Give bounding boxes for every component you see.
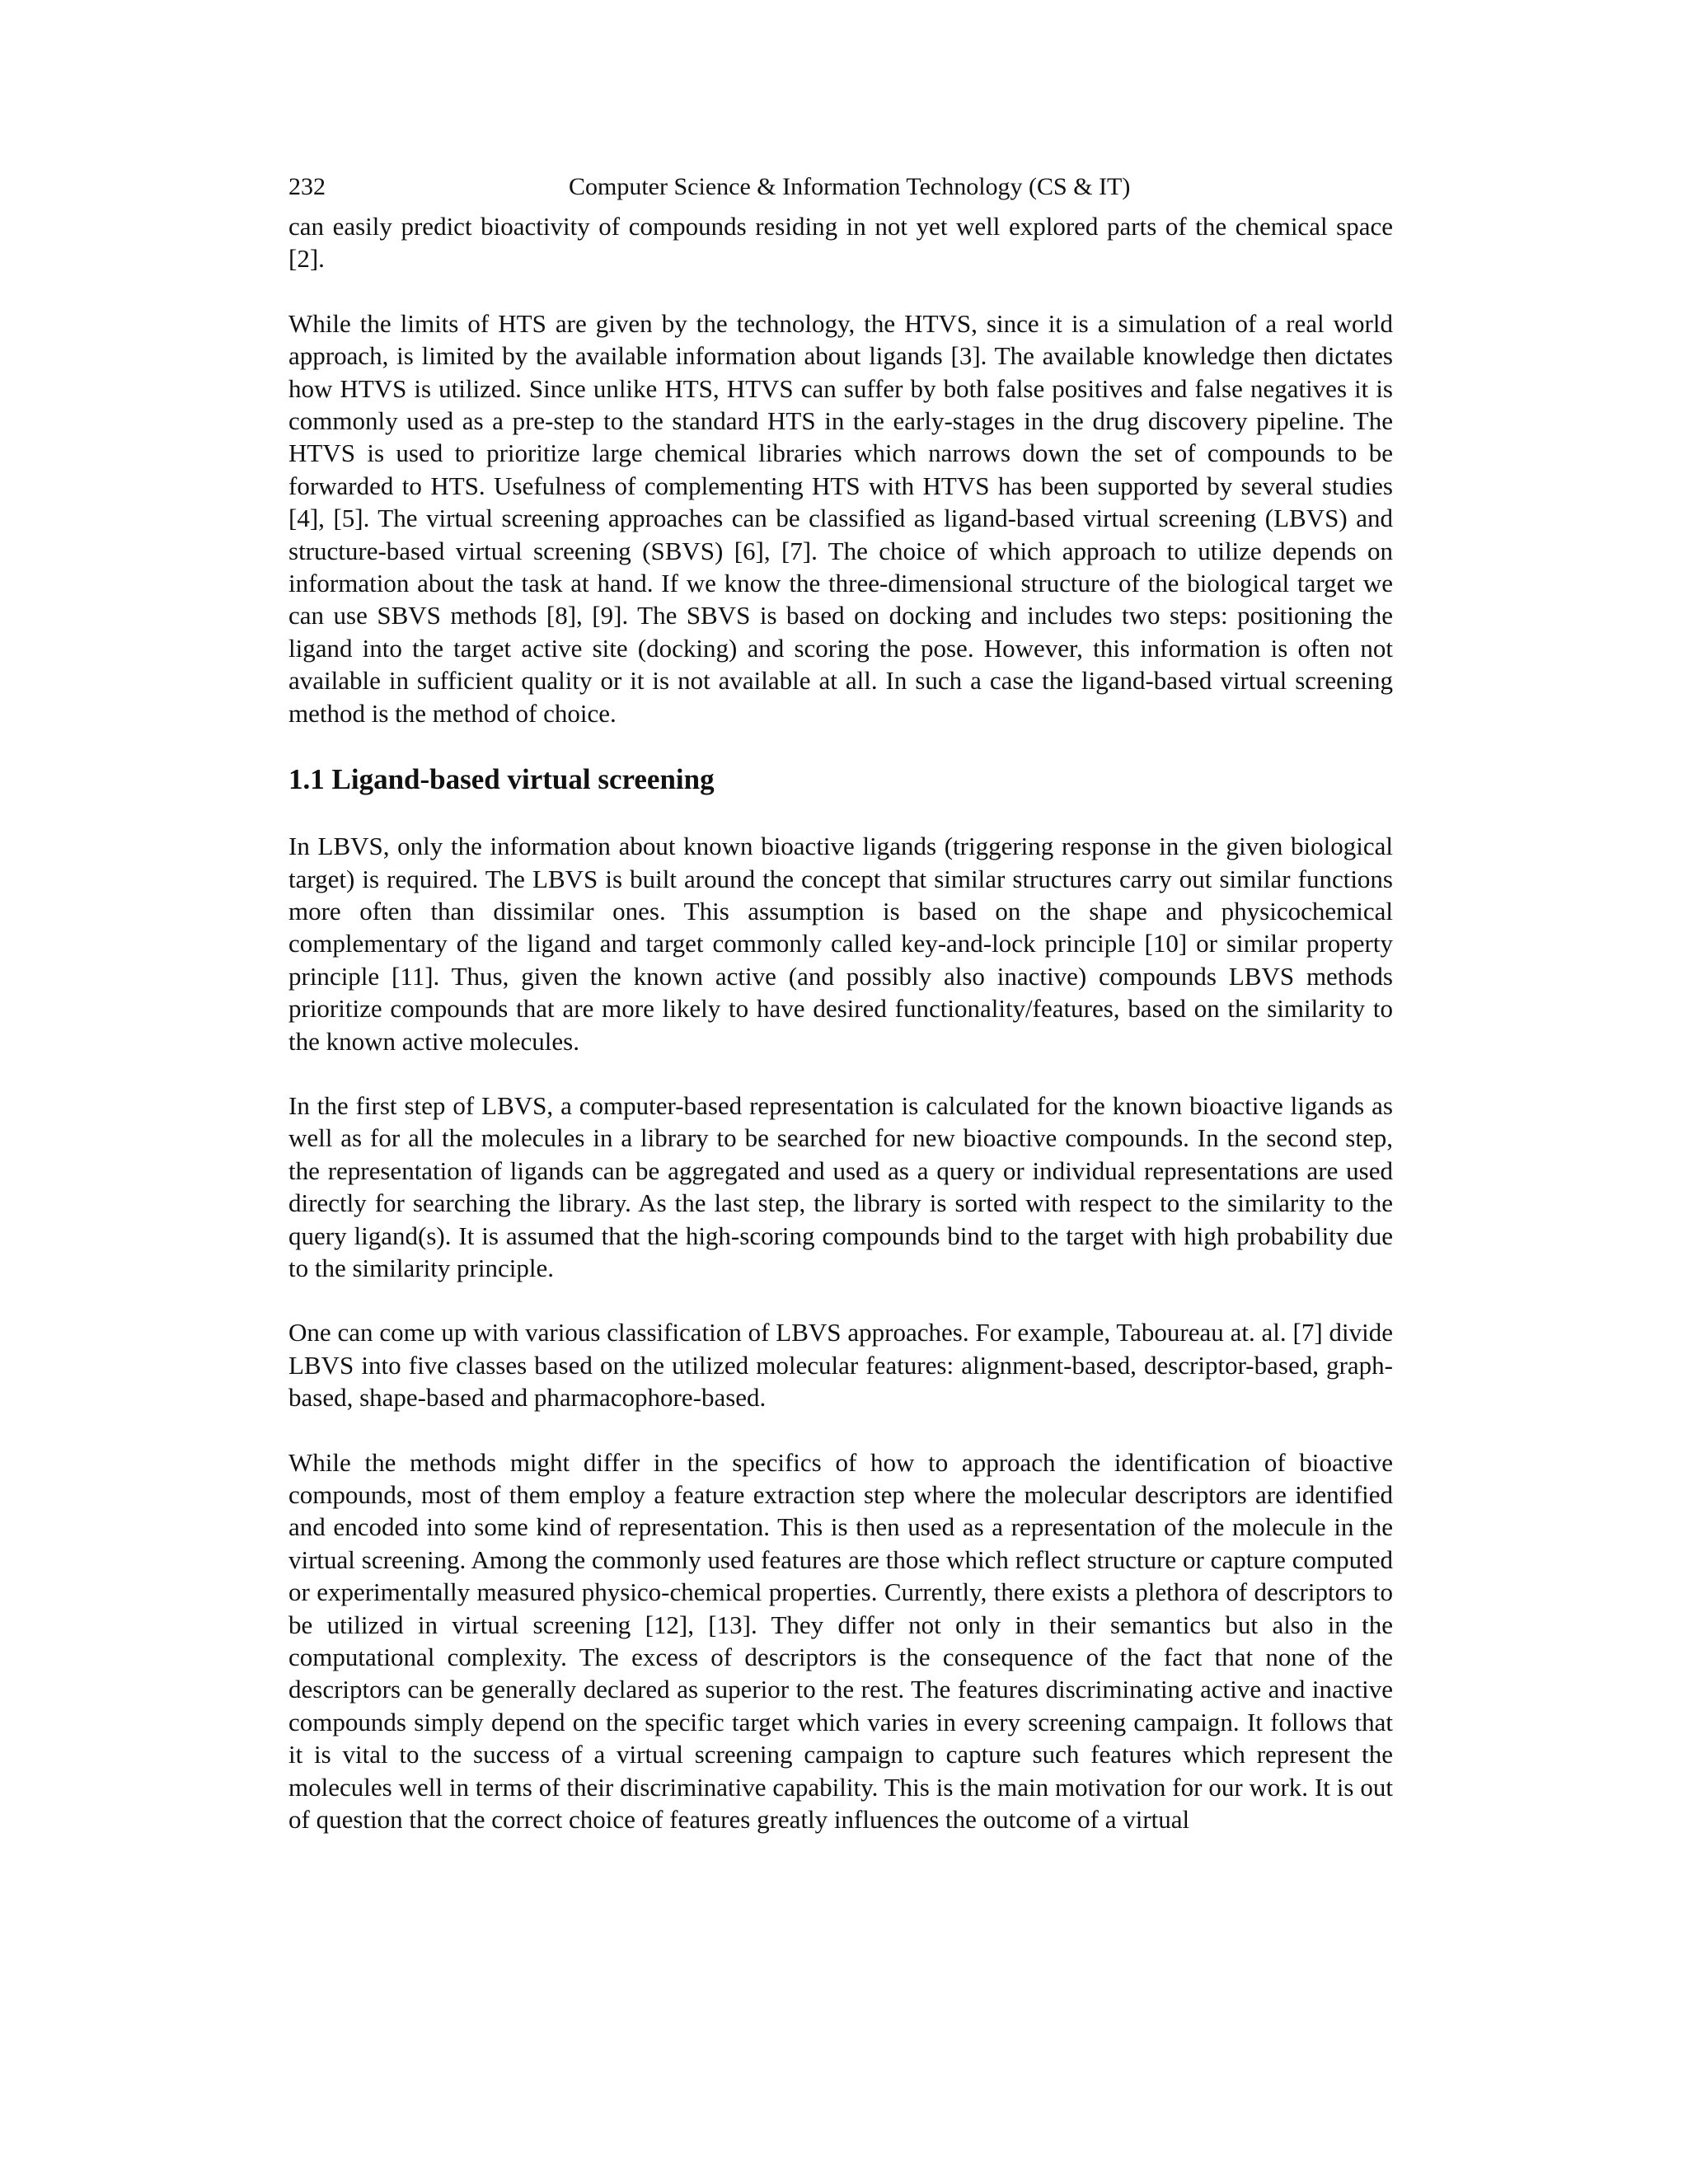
- running-header: [288, 169, 1393, 205]
- paragraph-lbvs-classification: One can come up with various classification of LBVS approaches. For example, Taboureau at. al. [7] divide LBVS into five classes based on the utilized molecular features: alignment-based, descriptor-based, graph-based, shape-based and pharmacophore-based.: [288, 1318, 1393, 1413]
- paragraph-feature-extraction: While the methods might differ in the specifics of how to approach the identification of bioactive compounds, most of them employ a feature extraction step where the molecular descriptors are identified and encoded into some kind of representation. This is then used as a representation of the molecule in the virtual screening. Among the commonly used features are those which reflect structure or capture computed or experimentally measured physico-chemical properties. Currently, there exists a plethora of descriptors to be utilized in virtual screening [12], [13]. They differ not only in their semantics but also in the computational complexity. The excess of descriptors is the consequence of the fact that none of the descriptors can be generally declared as superior to the rest. The features discriminating active and inactive compounds simply depend on the specific target which varies in every screening campaign. It follows that it is vital to the success of a virtual screening campaign to capture such features which represent the molecules well in terms of their discriminative capability. This is the main motivation for our work. It is out of question that the correct choice of features greatly influences the outcome of a virtual: [288, 1447, 1393, 1835]
- page-number: 232: [288, 173, 326, 200]
- paragraph-continued: can easily predict bioactivity of compounds residing in not yet well explored parts of the chemical space [2].: [288, 212, 1393, 274]
- journal-title: Computer Science & Information Technology (CS & IT): [569, 173, 1131, 200]
- paragraph-htvs-limits: While the limits of HTS are given by the technology, the HTVS, since it is a simulation of a real world approach, is limited by the available information about ligands [3]. The available knowledge then dictates how HTVS is utilized. Since unlike HTS, HTVS can suffer by both false positives and false negatives it is commonly used as a pre-step to the standard HTS in the early-stages in the drug discovery pipeline. The HTVS is used to prioritize large chemical libraries which narrows down the set of compounds to be forwarded to HTS. Usefulness of complementing HTS with HTVS has been supported by several studies [4], [5]. The virtual screening approaches can be classified as ligand-based virtual screening (LBVS) and structure-based virtual screening (SBVS) [6], [7]. The choice of which approach to utilize depends on information about the task at hand. If we know the three-dimensional structure of the biological target we can use SBVS methods [8], [9]. The SBVS is based on docking and includes two steps: positioning the ligand into the target active site (docking) and scoring the pose. However, this information is often not available in sufficient quality or it is not available at all. In such a case the ligand-based virtual screening method is the method of choice.: [288, 308, 1393, 728]
- paragraph-lbvs-intro: In LBVS, only the information about known bioactive ligands (triggering response in the given biological target) is required. The LBVS is built around the concept that similar structures carry out similar functions more often than dissimilar ones. This assumption is based on the shape and physicochemical complementary of the ligand and target commonly called key-and-lock principle [10] or similar property principle [11]. Thus, given the known active (and possibly also inactive) compounds LBVS methods prioritize compounds that are more likely to have desired functionality/features, based on the similarity to the known active molecules.: [288, 832, 1393, 1056]
- paragraph-lbvs-steps: In the first step of LBVS, a computer-based representation is calculated for the known bioactive ligands as well as for all the molecules in a library to be searched for new bioactive compounds. In the second step, the representation of ligands can be aggregated and used as a query or individual representations are used directly for searching the library. As the last step, the library is sorted with respect to the similarity to the query ligand(s). It is assumed that the high-scoring compounds bind to the target with high probability due to the similarity principle.: [288, 1090, 1393, 1282]
- section-heading: 1.1 Ligand-based virtual screening: [288, 763, 715, 796]
- page: [288, 169, 1393, 1835]
